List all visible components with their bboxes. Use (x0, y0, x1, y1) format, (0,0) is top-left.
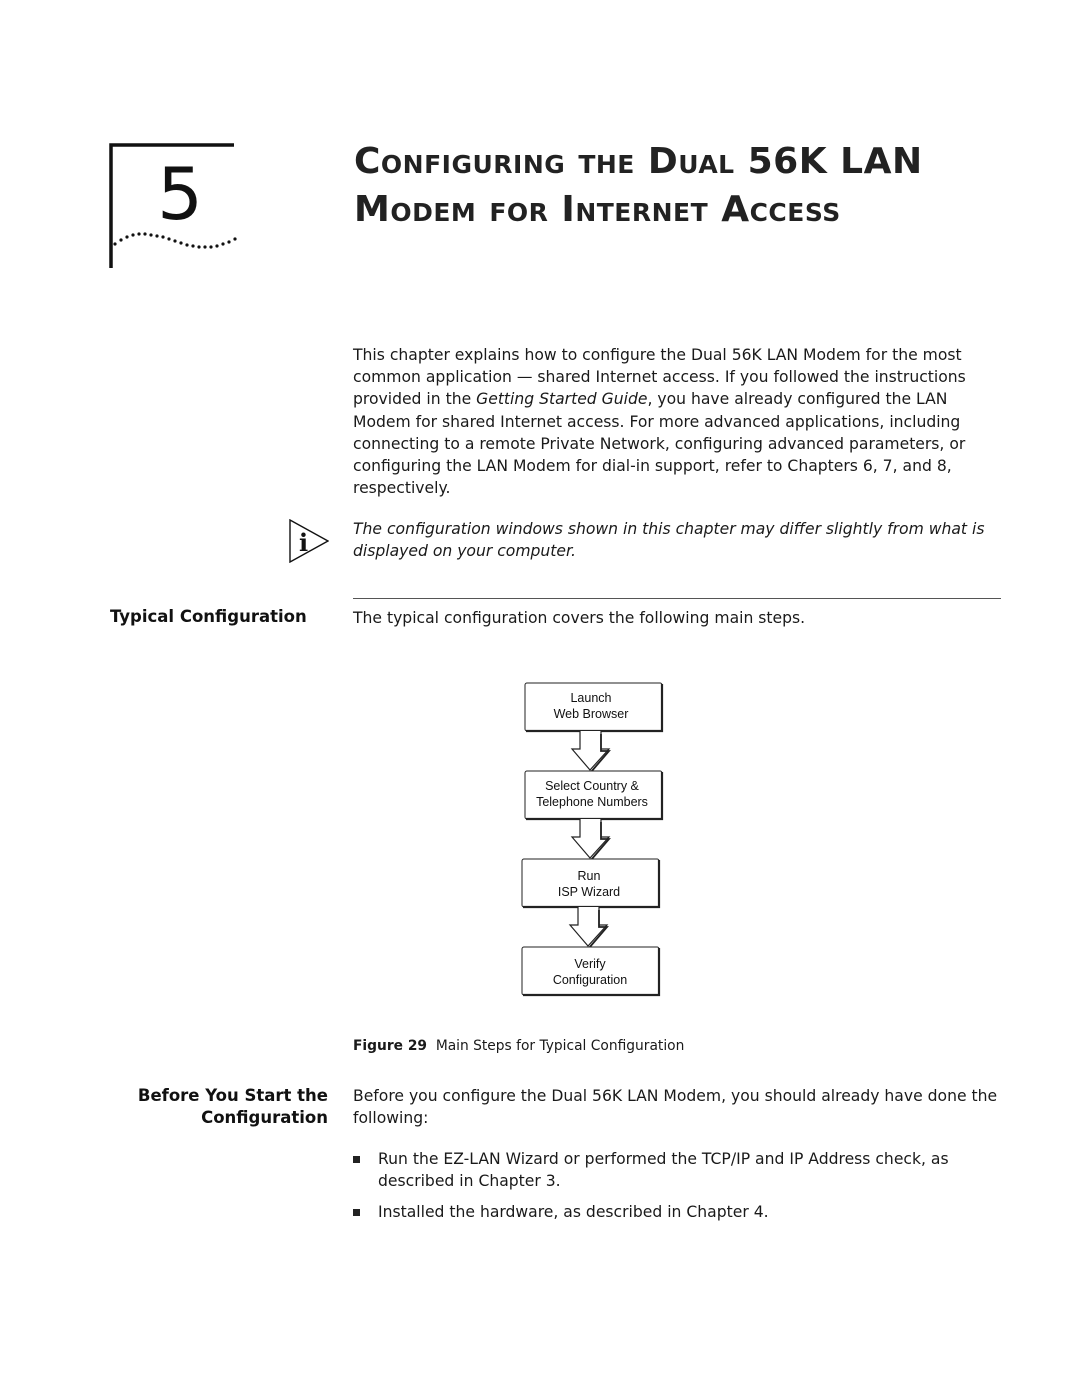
intro-text-1: This chapter explains how to configure the Dual 56K LAN Modem for the most common application — shared Internet access. If you followed the instructions provided in the (353, 346, 966, 409)
square-bullet-icon (353, 1156, 360, 1163)
typical-configuration-text: The typical configuration covers the following main steps. (353, 609, 806, 627)
prerequisite-list (353, 1148, 1003, 1233)
figure-label: Figure 29 (353, 1038, 428, 1054)
figure-caption-text: Main Steps for Typical Configuration (435, 1038, 685, 1054)
guide-title: Getting Started Guide (476, 390, 648, 409)
square-bullet-icon (353, 1209, 360, 1216)
flow-step-1-line-2: Web Browser (553, 707, 629, 721)
flow-step-launch (525, 683, 662, 731)
flow-step-3-line-2: ISP Wizard (557, 885, 621, 899)
flow-step-1-line-1: Launch (570, 691, 612, 705)
main-steps-flowchart (515, 678, 675, 1002)
chapter-title-line-2: Modem for Internet Access (354, 189, 841, 230)
list-item-text: Installed the hardware, as described in Chapter 4. (378, 1203, 769, 1222)
flow-step-4-line-1: Verify (574, 957, 606, 971)
chapter-number: 5 (157, 152, 203, 236)
list-item-text: Run the EZ-LAN Wizard or performed the TCP/IP and IP Address check, as described in Chapter 3. (378, 1150, 949, 1191)
before-you-start-heading (110, 1085, 328, 1129)
flow-step-isp-wizard (522, 859, 659, 907)
flow-step-2-line-1: Select Country & (545, 779, 639, 793)
typical-configuration-heading: Typical Configuration (110, 607, 307, 626)
intro-paragraph (353, 344, 1003, 499)
chapter-title (354, 138, 1054, 234)
chapter-title-line-1: Configuring the Dual 56K LAN (354, 141, 923, 182)
intro-text-2: , you have already configured the LAN Modem for shared Internet access. For more advanced applications, including connecting to a remote Private Network, configuring advanced parameters, or configuring the LAN Modem for dial-in support, refer to Chapters 6, 7, and 8, respectively. (353, 390, 966, 498)
info-icon (289, 519, 329, 563)
list-item (353, 1201, 1003, 1223)
svg-text:i: i (299, 528, 309, 557)
before-heading-line-2: Configuration (201, 1108, 328, 1127)
section-divider (353, 598, 1001, 599)
note-text: The configuration windows shown in this chapter may differ slightly from what is displayed on your computer. (353, 520, 985, 561)
flow-step-select-country (525, 771, 662, 819)
list-item (353, 1148, 1003, 1192)
figure-caption (353, 1036, 1003, 1056)
flow-step-verify (522, 947, 659, 995)
before-you-start-text: Before you configure the Dual 56K LAN Modem, you should already have done the following: (353, 1087, 998, 1128)
flow-step-2-line-2: Telephone Numbers (536, 795, 648, 809)
flow-step-4-line-2: Configuration (552, 973, 628, 987)
before-heading-line-1: Before You Start the (137, 1086, 328, 1105)
flow-step-3-line-1: Run (577, 869, 601, 883)
